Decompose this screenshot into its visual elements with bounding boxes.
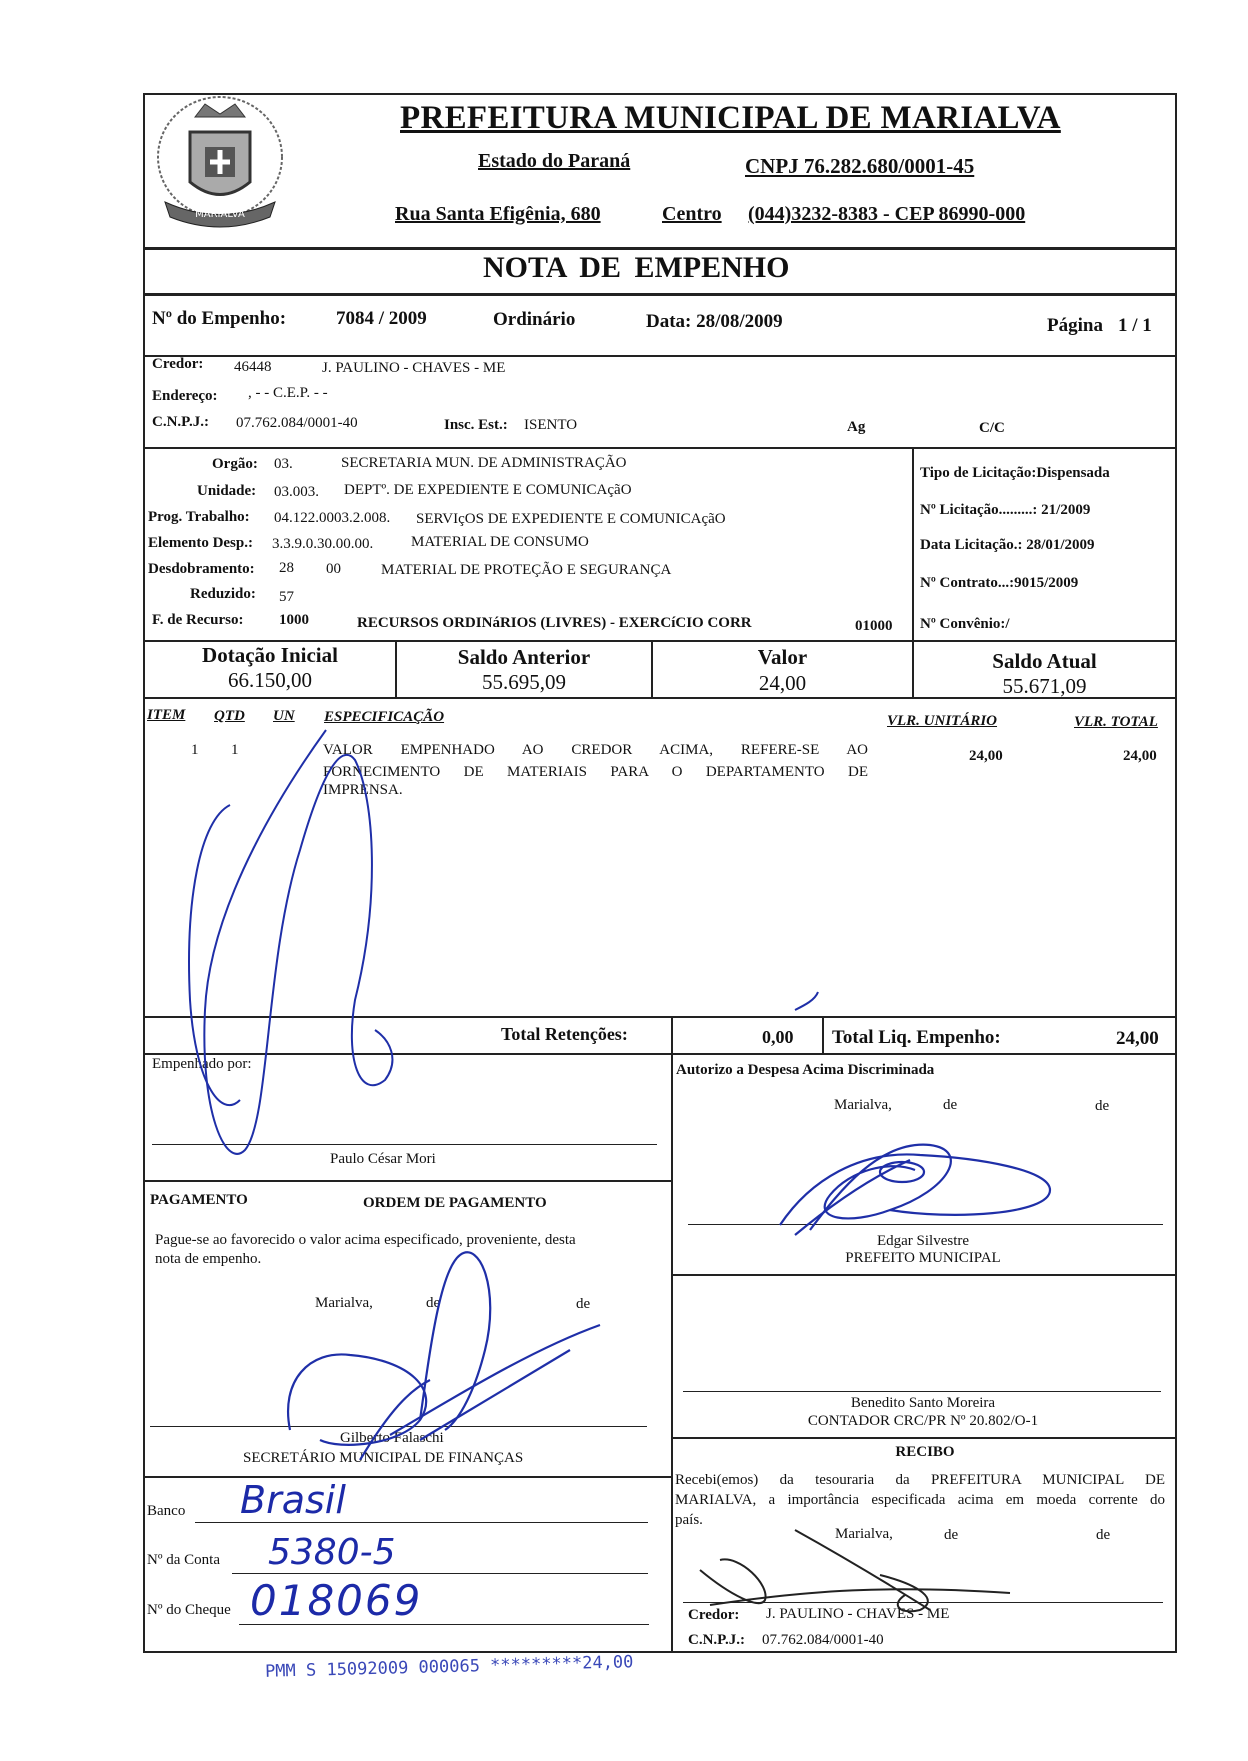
elemento-name: MATERIAL DE CONSUMO (411, 534, 589, 550)
desdobramento-name: MATERIAL DE PROTEÇÃO E SEGURANÇA (381, 562, 672, 578)
empenhado-label: Empenhado por: (152, 1056, 252, 1072)
recibo-de-2: de (1096, 1527, 1111, 1543)
col-spec: ESPECIFICAÇÃO (324, 709, 445, 725)
fonte-code: 1000 (279, 612, 309, 628)
address-district: Centro (662, 203, 722, 225)
address-label: Endereço: (152, 388, 218, 404)
credor-name: J. PAULINO - CHAVES - ME (322, 360, 506, 376)
contador-name: Benedito Santo Moreira (850, 1395, 996, 1411)
recibo-credor-name: J. PAULINO - CHAVES - ME (766, 1606, 950, 1622)
banco-handwritten: Brasil (240, 1478, 346, 1522)
dotacao-value: 66.150,00 (228, 668, 312, 692)
coat-of-arms-logo (150, 92, 290, 234)
prog-name: SERVIçOS DE EXPEDIENTE E COMUNICAçãO (416, 511, 726, 527)
recibo-credor-label: Credor: (688, 1607, 740, 1623)
nota-title: NOTA DE EMPENHO (483, 251, 790, 284)
autorizo-city: Marialva, (834, 1097, 892, 1113)
page-number: 1 / 1 (1118, 315, 1152, 336)
ordem-pagamento-title: ORDEM DE PAGAMENTO (363, 1195, 547, 1211)
col-item: ITEM (147, 707, 186, 723)
recibo-title: RECIBO (895, 1444, 955, 1460)
reduzido-value: 57 (279, 589, 294, 605)
col-qtd: QTD (214, 708, 245, 724)
unidade-label: Unidade: (197, 483, 257, 499)
dotacao-label: Dotação Inicial (202, 643, 338, 667)
item-spec-line-1: VALOR EMPENHADO AO CREDOR ACIMA, REFERE-SE AO (323, 742, 868, 758)
unidade-code: 03.003. (274, 484, 319, 500)
col-total-value: VLR. TOTAL (1074, 714, 1158, 730)
pagamento-text-2: nota de empenho. (155, 1251, 262, 1267)
saldo-anterior-label: Saldo Anterior (457, 645, 591, 669)
item-total-value: 24,00 (1123, 748, 1157, 764)
credor-code: 46448 (234, 359, 272, 375)
desdobramento-sub: 00 (326, 561, 341, 577)
autorizo-de-1: de (943, 1097, 958, 1113)
prefeitura-title: PREFEITURA MUNICIPAL DE MARIALVA (400, 100, 1061, 136)
numero-contrato: Nº Contrato...:9015/2009 (920, 575, 1079, 591)
address-phone-cep: (044)3232-8383 - CEP 86990-000 (748, 203, 1026, 225)
item-spec-line-2: FORNECIMENTO DE MATERIAIS PARA O DEPARTAMENTO DE (323, 764, 868, 780)
elemento-code: 3.3.9.0.30.00.00. (272, 536, 374, 552)
orgao-code: 03. (274, 456, 293, 472)
saldo-atual-value: 55.671,09 (1002, 674, 1087, 698)
tipo-licitacao: Tipo de Licitação:Dispensada (920, 465, 1110, 481)
credor-cnpj: 07.762.084/0001-40 (236, 415, 358, 431)
item-number: 1 (191, 742, 199, 758)
recibo-cnpj-label: C.N.P.J.: (688, 1632, 745, 1648)
data-licitacao: Data Licitação.: 28/01/2009 (920, 537, 1095, 553)
empenho-type: Ordinário (493, 309, 576, 330)
ag-label: Ag (847, 419, 866, 435)
autorizo-de-2: de (1095, 1098, 1110, 1114)
credor-label: Credor: (152, 356, 204, 372)
prefeito-name: Edgar Silvestre (876, 1233, 970, 1249)
desdobramento-code: 28 (279, 560, 294, 576)
page-label: Página (1047, 315, 1103, 336)
empenho-number: 7084 / 2009 (336, 308, 427, 329)
svg-text:MARIALVA: MARIALVA (195, 209, 245, 220)
numero-licitacao: Nº Licitação.........: 21/2009 (920, 502, 1091, 518)
secretario-role: SECRETÁRIO MUNICIPAL DE FINANÇAS (243, 1450, 524, 1466)
conta-label: Nº da Conta (147, 1552, 220, 1568)
pagamento-city: Marialva, (315, 1295, 373, 1311)
prefeito-role: PREFEITO MUNICIPAL (845, 1250, 1001, 1266)
saldo-atual-label: Saldo Atual (992, 649, 1097, 673)
prog-label: Prog. Trabalho: (148, 509, 250, 525)
item-spec-line-3: IMPRENSA. (323, 782, 403, 798)
cheque-handwritten: 018069 (250, 1576, 423, 1625)
recibo-line-2: MARIALVA, a importância especificada acima em moeda corrente do (675, 1492, 1165, 1508)
recibo-cnpj-value: 07.762.084/0001-40 (762, 1632, 884, 1648)
recibo-line-1: Recebi(emos) da tesouraria da PREFEITURA MUNICIPAL DE (675, 1472, 1165, 1488)
numero-convenio: Nº Convênio:/ (920, 616, 1010, 632)
pagamento-de-1: de (426, 1295, 441, 1311)
empenho-date: Data: 28/08/2009 (646, 311, 783, 332)
prefeitura-cnpj: CNPJ 76.282.680/0001-45 (745, 154, 975, 178)
conta-handwritten: 5380-5 (268, 1532, 396, 1573)
liquido-value: 24,00 (1116, 1028, 1159, 1049)
recibo-line-3: país. (675, 1512, 703, 1528)
autorizo-title: Autorizo a Despesa Acima Discriminada (676, 1062, 935, 1078)
elemento-label: Elemento Desp.: (148, 535, 253, 551)
retencoes-value: 0,00 (762, 1027, 794, 1047)
cc-label: C/C (979, 420, 1005, 436)
recibo-de-1: de (944, 1527, 959, 1543)
liquido-label: Total Liq. Empenho: (832, 1027, 1001, 1048)
unidade-name: DEPTº. DE EXPEDIENTE E COMUNICAçãO (344, 482, 632, 498)
insc-value: ISENTO (524, 417, 578, 433)
prog-code: 04.122.0003.2.008. (274, 510, 391, 526)
banco-label: Banco (147, 1503, 186, 1519)
col-un: UN (273, 708, 295, 724)
orgao-name: SECRETARIA MUN. DE ADMINISTRAÇÃO (341, 455, 627, 471)
fonte-label: F. de Recurso: (152, 612, 244, 628)
desdobramento-label: Desdobramento: (148, 561, 255, 577)
address-street: Rua Santa Efigênia, 680 (395, 203, 601, 225)
valor-value: 24,00 (758, 671, 807, 695)
item-qtd: 1 (231, 742, 239, 758)
contador-role: CONTADOR CRC/PR Nº 20.802/O-1 (807, 1413, 1039, 1429)
recibo-city: Marialva, (835, 1526, 893, 1542)
retencoes-label: Total Retenções: (501, 1024, 628, 1044)
pagamento-text-1: Pague-se ao favorecido o valor acima especificado, proveniente, desta (155, 1232, 576, 1248)
secretario-name: Gilberto Falaschi (340, 1430, 444, 1446)
valor-label: Valor (757, 645, 808, 669)
insc-label: Insc. Est.: (444, 417, 508, 433)
cheque-label: Nº do Cheque (147, 1602, 231, 1618)
saldo-anterior-value: 55.695,09 (482, 670, 566, 694)
fonte-name: RECURSOS ORDINáRIOS (LIVRES) - EXERCíCIO CORR (357, 615, 752, 631)
state-name: Estado do Paraná (478, 150, 631, 172)
item-unit-value: 24,00 (969, 748, 1003, 764)
pagamento-label: PAGAMENTO (150, 1192, 248, 1208)
reduzido-label: Reduzido: (190, 586, 256, 602)
empenho-label: Nº do Empenho: (152, 308, 287, 329)
pagamento-de-2: de (576, 1296, 591, 1312)
credor-address: , - - C.E.P. - - (248, 385, 328, 401)
cnpj-label: C.N.P.J.: (152, 414, 209, 430)
empenhado-name: Paulo César Mori (330, 1151, 436, 1167)
orgao-label: Orgão: (212, 456, 258, 472)
col-unit-value: VLR. UNITÁRIO (887, 713, 998, 729)
fonte-number: 01000 (855, 618, 893, 634)
payment-stamp: PMM S 15092009 000065 *********24,00 (264, 1652, 634, 1682)
